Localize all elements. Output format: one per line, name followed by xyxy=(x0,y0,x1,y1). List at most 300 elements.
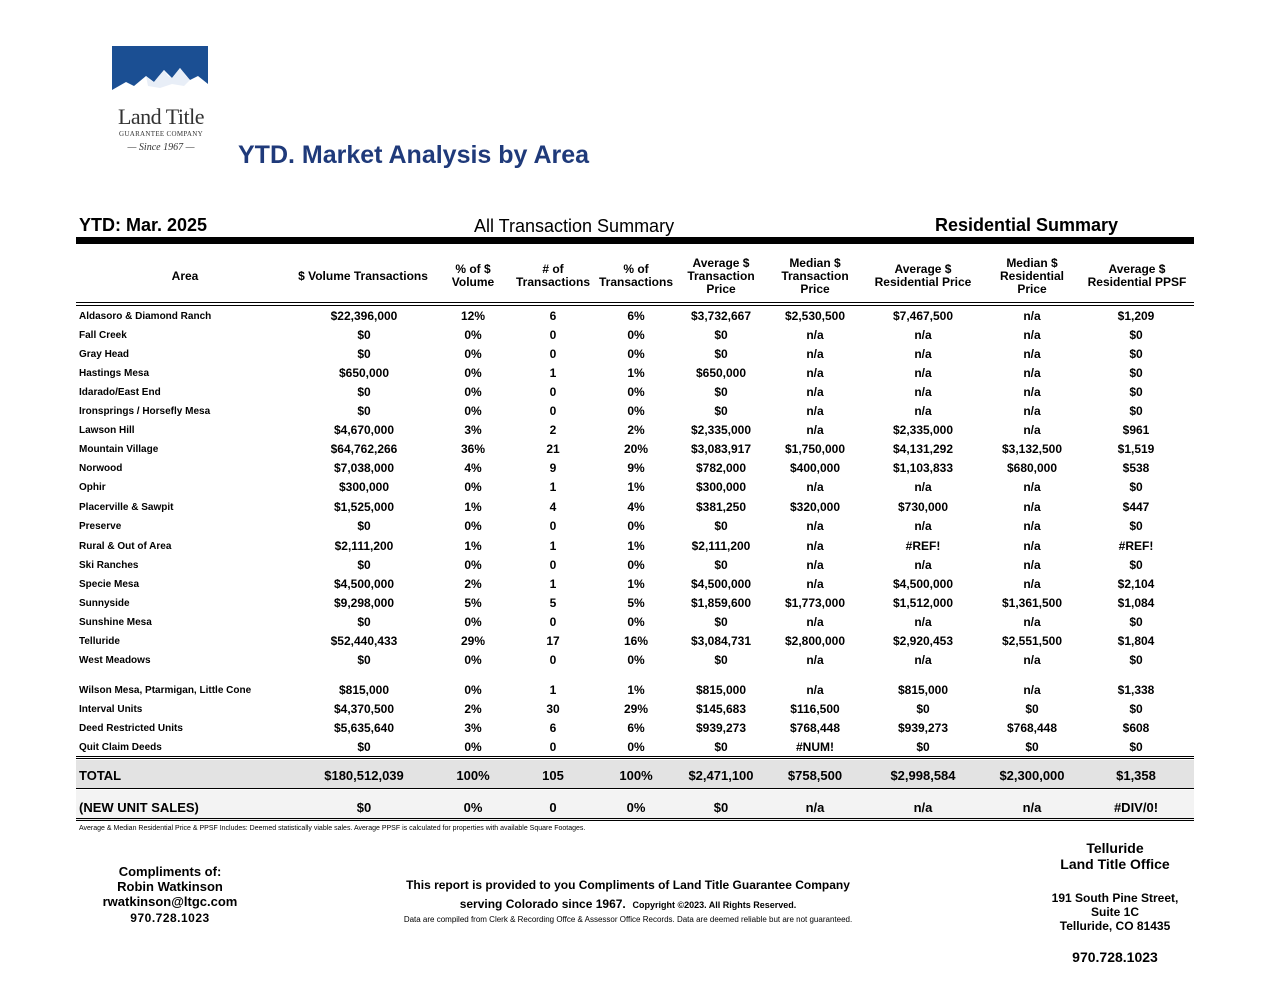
notice-line-1: This report is provided to you Compliments of Land Title Guarantee Company xyxy=(406,878,850,892)
new-unit-sales-row xyxy=(76,798,1194,818)
cell-median-tx-price: #NUM! xyxy=(796,740,834,754)
cell-median-res-price: $0 xyxy=(1025,702,1039,716)
cell-avg-res-price: $1,103,833 xyxy=(892,461,954,475)
table-row xyxy=(76,517,1194,536)
cell-median-tx-price: $1,750,000 xyxy=(784,442,846,456)
cell-volume: $1,525,000 xyxy=(333,500,395,514)
cell-volume: $9,298,000 xyxy=(333,596,395,610)
cell-area: Sunnyside xyxy=(79,598,130,609)
cell-pct-transactions: 1% xyxy=(627,683,645,697)
cell-pct-volume: 0% xyxy=(464,404,482,418)
cell-pct-volume: 1% xyxy=(464,500,482,514)
logo-sub-text: GUARANTEE COMPANY xyxy=(119,130,203,138)
table-row xyxy=(76,651,1194,670)
cell-median-tx-price: n/a xyxy=(806,366,824,380)
cell-pct-transactions: 29% xyxy=(623,702,649,716)
cell-pct-transactions: 20% xyxy=(623,442,649,456)
cell-pct-transactions: 0% xyxy=(626,800,646,815)
cell-median-res-price: n/a xyxy=(1023,615,1041,629)
cell-median-res-price: n/a xyxy=(1023,404,1041,418)
cell-volume: $64,762,266 xyxy=(330,442,398,456)
office-address-2: Suite 1C xyxy=(1090,905,1139,919)
cell-avg-ppsf: $0 xyxy=(1129,347,1143,361)
cell-avg-tx-price: $2,335,000 xyxy=(690,423,752,437)
cell-median-res-price: n/a xyxy=(1023,558,1041,572)
copyright: Copyright ©2023. All Rights Reserved. xyxy=(632,900,797,910)
cell-pct-transactions: 4% xyxy=(627,500,645,514)
cell-avg-tx-price: $650,000 xyxy=(695,366,747,380)
cell-median-res-price: n/a xyxy=(1023,519,1041,533)
cell-pct-volume: 5% xyxy=(464,596,482,610)
cell-median-res-price: n/a xyxy=(1023,500,1041,514)
table-row xyxy=(76,459,1194,478)
cell-volume: $650,000 xyxy=(338,366,390,380)
compliments-block xyxy=(82,864,258,926)
cell-median-res-price: n/a xyxy=(1023,683,1041,697)
table-row xyxy=(76,440,1194,459)
cell-avg-ppsf: $1,804 xyxy=(1117,634,1155,648)
cell-area: Specie Mesa xyxy=(79,579,140,590)
footnote: Average & Median Residential Price & PPSF Includes: Deemed statistically viable sales. Average PPSF is calculated for properties with available Square Footages. xyxy=(79,825,586,832)
cell-median-tx-price: n/a xyxy=(806,653,824,667)
header-rule xyxy=(76,305,1194,306)
cell-volume: $0 xyxy=(357,347,371,361)
cell-avg-ppsf: $2,104 xyxy=(1117,577,1155,591)
cell-pct-volume: 3% xyxy=(464,721,482,735)
cell-avg-tx-price: $815,000 xyxy=(695,683,747,697)
cell-avg-ppsf: $0 xyxy=(1129,385,1143,399)
office-city: Telluride xyxy=(1086,840,1144,856)
cell-avg-res-price: $0 xyxy=(916,702,930,716)
cell-avg-res-price: $2,998,584 xyxy=(890,768,956,783)
cell-area: Rural & Out of Area xyxy=(79,541,172,552)
cell-area: Ophir xyxy=(79,482,106,493)
cell-avg-ppsf: $608 xyxy=(1122,721,1150,735)
cell-pct-volume: 29% xyxy=(460,634,486,648)
cell-volume: $0 xyxy=(357,740,371,754)
cell-avg-res-price: n/a xyxy=(914,328,932,342)
cell-avg-res-price: n/a xyxy=(914,385,932,399)
cell-pct-transactions: 0% xyxy=(627,615,645,629)
total-rule xyxy=(76,788,1194,789)
cell-num-transactions: 21 xyxy=(546,442,560,456)
cell-pct-volume: 0% xyxy=(464,385,482,399)
cell-pct-transactions: 6% xyxy=(627,309,645,323)
cell-median-res-price: n/a xyxy=(1022,800,1042,815)
header-volume: $ Volume Transactions xyxy=(298,268,428,283)
total-row xyxy=(76,766,1194,786)
cell-median-res-price: $768,448 xyxy=(1006,721,1058,735)
cell-pct-volume: 0% xyxy=(464,653,482,667)
cell-median-tx-price: $2,530,500 xyxy=(784,309,846,323)
all-transaction-summary-label: All Transaction Summary xyxy=(474,216,675,236)
report-title: YTD. Market Analysis by Area xyxy=(238,141,590,169)
cell-volume: $0 xyxy=(357,404,371,418)
cell-median-tx-price: n/a xyxy=(806,519,824,533)
cell-median-res-price: n/a xyxy=(1023,480,1041,494)
cell-pct-transactions: 100% xyxy=(619,768,653,783)
cell-median-tx-price: n/a xyxy=(806,423,824,437)
cell-median-res-price: n/a xyxy=(1023,347,1041,361)
table-row xyxy=(76,556,1194,575)
cell-avg-ppsf: $0 xyxy=(1129,615,1143,629)
cell-area: Placerville & Sawpit xyxy=(79,502,174,513)
cell-avg-res-price: $939,273 xyxy=(897,721,949,735)
cell-avg-tx-price: $0 xyxy=(714,347,728,361)
cell-median-res-price: $2,551,500 xyxy=(1001,634,1063,648)
logo-brand-text: Land Title xyxy=(117,104,205,129)
cell-median-res-price: $3,132,500 xyxy=(1001,442,1063,456)
cell-pct-volume: 3% xyxy=(464,423,482,437)
header-rule xyxy=(76,302,1194,303)
cell-num-transactions: 0 xyxy=(549,404,557,418)
cell-pct-transactions: 16% xyxy=(623,634,649,648)
cell-median-res-price: $680,000 xyxy=(1006,461,1058,475)
header-avg-res-price: Average $ Residential Price xyxy=(874,262,972,289)
table-row xyxy=(76,575,1194,594)
cell-median-tx-price: n/a xyxy=(806,615,824,629)
cell-area: Quit Claim Deeds xyxy=(79,742,162,753)
office-phone: 970.728.1023 xyxy=(1072,949,1158,965)
notice-line-3: Data are compiled from Clerk & Recording Offce & Assessor Office Records. Data are deemed reliable but are not guaranteed. xyxy=(403,915,853,924)
cell-avg-ppsf: $1,209 xyxy=(1117,309,1155,323)
table-row xyxy=(76,537,1194,556)
cell-avg-ppsf: $0 xyxy=(1129,519,1143,533)
cell-median-res-price: $1,361,500 xyxy=(1001,596,1063,610)
cell-volume: $0 xyxy=(357,558,371,572)
cell-avg-ppsf: $1,519 xyxy=(1117,442,1155,456)
cell-avg-tx-price: $300,000 xyxy=(695,480,747,494)
cell-volume: $0 xyxy=(357,653,371,667)
cell-avg-ppsf: $0 xyxy=(1129,480,1143,494)
cell-pct-volume: 100% xyxy=(456,768,490,783)
cell-pct-volume: 0% xyxy=(464,519,482,533)
cell-avg-res-price: $4,131,292 xyxy=(892,442,954,456)
cell-avg-tx-price: $782,000 xyxy=(695,461,747,475)
cell-avg-res-price: #REF! xyxy=(905,539,941,553)
cell-pct-volume: 0% xyxy=(464,328,482,342)
cell-avg-ppsf: $1,338 xyxy=(1117,683,1155,697)
cell-pct-transactions: 2% xyxy=(627,423,645,437)
cell-avg-res-price: $4,500,000 xyxy=(892,577,954,591)
table-row xyxy=(76,498,1194,517)
cell-pct-volume: 0% xyxy=(464,683,482,697)
cell-pct-transactions: 0% xyxy=(627,558,645,572)
cell-pct-transactions: 0% xyxy=(627,328,645,342)
cell-avg-ppsf: $0 xyxy=(1129,653,1143,667)
office-address-1: 191 South Pine Street, xyxy=(1051,891,1179,905)
header-num-transactions: # of Transactions xyxy=(515,262,591,289)
cell-avg-tx-price: $3,083,917 xyxy=(690,442,752,456)
cell-num-transactions: 0 xyxy=(549,558,557,572)
cell-area: West Meadows xyxy=(79,655,151,666)
cell-area: Mountain Village xyxy=(79,444,159,455)
cell-median-tx-price: $116,500 xyxy=(790,702,840,716)
cell-avg-tx-price: $3,732,667 xyxy=(690,309,752,323)
cell-pct-volume: 0% xyxy=(464,366,482,380)
cell-pct-transactions: 0% xyxy=(627,740,645,754)
cell-pct-transactions: 1% xyxy=(627,480,645,494)
cell-avg-tx-price: $0 xyxy=(714,404,728,418)
cell-median-tx-price: n/a xyxy=(806,577,824,591)
period-label: YTD: Mar. 2025 xyxy=(79,215,208,235)
cell-area: (NEW UNIT SALES) xyxy=(79,800,199,815)
cell-num-transactions: 2 xyxy=(549,423,557,437)
cell-avg-tx-price: $0 xyxy=(714,519,728,533)
cell-avg-ppsf: $0 xyxy=(1129,366,1143,380)
cell-avg-ppsf: $1,358 xyxy=(1116,768,1156,783)
cell-volume: $2,111,200 xyxy=(334,539,394,553)
cell-avg-tx-price: $381,250 xyxy=(695,500,747,514)
cell-avg-tx-price: $1,859,600 xyxy=(690,596,752,610)
cell-area: Fall Creek xyxy=(79,330,127,341)
cell-avg-res-price: n/a xyxy=(914,615,932,629)
cell-pct-transactions: 0% xyxy=(627,404,645,418)
cell-pct-transactions: 5% xyxy=(627,596,645,610)
table-row xyxy=(76,478,1194,497)
cell-pct-transactions: 0% xyxy=(627,347,645,361)
cell-median-res-price: n/a xyxy=(1023,366,1041,380)
cell-area: Lawson Hill xyxy=(79,425,135,436)
cell-pct-transactions: 1% xyxy=(627,577,645,591)
cell-avg-tx-price: $3,084,731 xyxy=(690,634,752,648)
cell-avg-ppsf: #REF! xyxy=(1118,539,1154,553)
cell-num-transactions: 0 xyxy=(549,800,557,815)
cell-avg-res-price: n/a xyxy=(914,558,932,572)
cell-pct-transactions: 0% xyxy=(627,385,645,399)
cell-median-tx-price: n/a xyxy=(806,558,824,572)
cell-area: Gray Head xyxy=(79,349,130,360)
cell-pct-volume: 0% xyxy=(464,347,482,361)
cell-pct-volume: 36% xyxy=(460,442,486,456)
cell-pct-transactions: 6% xyxy=(627,721,645,735)
cell-median-res-price: n/a xyxy=(1023,577,1041,591)
cell-pct-transactions: 1% xyxy=(627,539,645,553)
cell-area: Preserve xyxy=(79,521,122,532)
cell-pct-volume: 0% xyxy=(464,480,482,494)
cell-pct-volume: 12% xyxy=(460,309,486,323)
cell-avg-res-price: $730,000 xyxy=(897,500,949,514)
cell-median-res-price: $2,300,000 xyxy=(999,768,1065,783)
cell-median-tx-price: $1,773,000 xyxy=(784,596,846,610)
cell-avg-res-price: n/a xyxy=(914,404,932,418)
cell-pct-volume: 4% xyxy=(464,461,482,475)
cell-pct-volume: 0% xyxy=(464,558,482,572)
cell-avg-res-price: $815,000 xyxy=(897,683,949,697)
cell-avg-tx-price: $0 xyxy=(714,740,728,754)
cell-median-tx-price: $320,000 xyxy=(789,500,841,514)
header-median-tx-price: Median $ Transaction Price xyxy=(781,255,849,296)
cell-avg-ppsf: $0 xyxy=(1129,328,1143,342)
cell-avg-ppsf: $961 xyxy=(1122,423,1150,437)
cell-avg-tx-price: $4,500,000 xyxy=(690,577,752,591)
table-row xyxy=(76,307,1194,326)
cell-median-tx-price: n/a xyxy=(806,480,824,494)
cell-pct-volume: 0% xyxy=(463,800,483,815)
cell-num-transactions: 6 xyxy=(549,309,557,323)
cell-num-transactions: 6 xyxy=(549,721,557,735)
cell-avg-ppsf: $1,084 xyxy=(1117,596,1155,610)
cell-num-transactions: 5 xyxy=(549,596,557,610)
cell-avg-tx-price: $0 xyxy=(713,800,729,815)
header-pct-transactions: % of Transactions xyxy=(598,262,674,289)
cell-median-res-price: n/a xyxy=(1023,653,1041,667)
cell-num-transactions: 0 xyxy=(549,653,557,667)
cell-area: Interval Units xyxy=(79,704,143,715)
header-pct-volume: % of $ Volume xyxy=(451,262,495,289)
cell-area: TOTAL xyxy=(79,768,122,783)
cell-num-transactions: 1 xyxy=(549,480,557,494)
office-address-3: Telluride, CO 81435 xyxy=(1059,919,1171,933)
cell-num-transactions: 0 xyxy=(549,615,557,629)
cell-num-transactions: 0 xyxy=(549,385,557,399)
cell-num-transactions: 0 xyxy=(549,347,557,361)
cell-median-tx-price: $400,000 xyxy=(789,461,841,475)
cell-avg-tx-price: $2,471,100 xyxy=(688,768,754,783)
table-row xyxy=(76,326,1194,345)
cell-pct-volume: 0% xyxy=(464,740,482,754)
cell-median-res-price: n/a xyxy=(1023,309,1041,323)
cell-avg-ppsf: $538 xyxy=(1122,461,1150,475)
report-notice xyxy=(300,878,956,924)
cell-num-transactions: 1 xyxy=(549,577,557,591)
cell-median-tx-price: $768,448 xyxy=(789,721,841,735)
cell-volume: $0 xyxy=(356,800,372,815)
table-row xyxy=(76,632,1194,651)
cell-volume: $0 xyxy=(357,519,371,533)
table-row xyxy=(76,681,1194,700)
cell-avg-res-price: n/a xyxy=(913,800,933,815)
cell-area: Ironsprings / Horsefly Mesa xyxy=(79,406,211,417)
cell-median-res-price: $0 xyxy=(1025,740,1039,754)
cell-avg-res-price: n/a xyxy=(914,519,932,533)
cell-avg-ppsf: $447 xyxy=(1122,500,1150,514)
cell-avg-ppsf: $0 xyxy=(1129,558,1143,572)
cell-avg-ppsf: $0 xyxy=(1129,702,1143,716)
cell-avg-res-price: $7,467,500 xyxy=(892,309,954,323)
land-title-logo xyxy=(110,46,212,158)
cell-num-transactions: 1 xyxy=(549,539,557,553)
office-block xyxy=(1030,840,1200,965)
logo-since-label: Since 1967 xyxy=(138,142,184,153)
agent-phone: 970.728.1023 xyxy=(130,911,210,925)
cell-num-transactions: 1 xyxy=(549,683,557,697)
cell-median-tx-price: $758,500 xyxy=(787,768,843,783)
cell-area: Telluride xyxy=(79,636,120,647)
cell-area: Idarado/East End xyxy=(79,387,161,398)
cell-area: Sunshine Mesa xyxy=(79,617,152,628)
cell-volume: $0 xyxy=(357,615,371,629)
cell-volume: $0 xyxy=(357,328,371,342)
cell-avg-res-price: n/a xyxy=(914,480,932,494)
cell-area: Wilson Mesa, Ptarmigan, Little Cone xyxy=(79,685,252,696)
cell-volume: $22,396,000 xyxy=(330,309,398,323)
table-row xyxy=(76,421,1194,440)
table-row xyxy=(76,383,1194,402)
cell-avg-tx-price: $2,111,200 xyxy=(691,539,751,553)
cell-avg-res-price: $2,920,453 xyxy=(892,634,954,648)
cell-avg-res-price: $2,335,000 xyxy=(892,423,954,437)
cell-volume: $5,635,640 xyxy=(333,721,395,735)
cell-num-transactions: 0 xyxy=(549,519,557,533)
cell-pct-volume: 2% xyxy=(464,702,482,716)
notice-serving: serving Colorado since 1967. xyxy=(459,897,626,911)
section-divider xyxy=(76,237,1194,244)
cell-volume: $4,500,000 xyxy=(333,577,395,591)
cell-volume: $180,512,039 xyxy=(324,768,404,783)
cell-area: Aldasoro & Diamond Ranch xyxy=(79,311,212,322)
cell-avg-tx-price: $0 xyxy=(714,385,728,399)
cell-median-res-price: n/a xyxy=(1023,539,1041,553)
cell-avg-tx-price: $0 xyxy=(714,328,728,342)
cell-pct-transactions: 0% xyxy=(627,653,645,667)
cell-avg-ppsf: $0 xyxy=(1129,404,1143,418)
cell-pct-volume: 2% xyxy=(464,577,482,591)
office-name: Land Title Office xyxy=(1060,856,1170,872)
table-row xyxy=(76,719,1194,738)
cell-median-tx-price: n/a xyxy=(805,800,825,815)
mountain-logo-icon xyxy=(112,46,208,104)
cell-num-transactions: 9 xyxy=(549,461,557,475)
cell-median-tx-price: n/a xyxy=(806,328,824,342)
agent-email[interactable]: rwatkinson@ltgc.com xyxy=(102,894,238,909)
cell-avg-tx-price: $939,273 xyxy=(695,721,747,735)
cell-num-transactions: 105 xyxy=(542,768,564,783)
table-row xyxy=(76,594,1194,613)
logo-since-text: — Since 1967 — xyxy=(127,142,195,153)
cell-volume: $52,440,433 xyxy=(330,634,398,648)
cell-avg-tx-price: $0 xyxy=(714,615,728,629)
cell-num-transactions: 0 xyxy=(549,740,557,754)
cell-volume: $7,038,000 xyxy=(333,461,395,475)
header-avg-ppsf: Average $ Residential PPSF xyxy=(1087,262,1187,289)
new-units-rule xyxy=(76,820,1194,821)
table-row xyxy=(76,700,1194,719)
cell-avg-ppsf: #DIV/0! xyxy=(1113,800,1159,815)
cell-median-tx-price: n/a xyxy=(806,404,824,418)
compliments-title: Compliments of: xyxy=(118,864,222,879)
residential-summary-label: Residential Summary xyxy=(935,215,1119,235)
cell-area: Norwood xyxy=(79,463,123,474)
cell-pct-volume: 0% xyxy=(464,615,482,629)
cell-num-transactions: 1 xyxy=(549,366,557,380)
cell-volume: $0 xyxy=(357,385,371,399)
cell-num-transactions: 0 xyxy=(549,328,557,342)
cell-median-res-price: n/a xyxy=(1023,328,1041,342)
table-row xyxy=(76,364,1194,383)
cell-num-transactions: 4 xyxy=(549,500,557,514)
cell-volume: $815,000 xyxy=(338,683,390,697)
cell-area: Hastings Mesa xyxy=(79,368,150,379)
cell-median-tx-price: n/a xyxy=(806,683,824,697)
cell-median-res-price: n/a xyxy=(1023,385,1041,399)
table-row xyxy=(76,613,1194,632)
total-rule xyxy=(76,758,1194,759)
cell-avg-ppsf: $0 xyxy=(1129,740,1143,754)
cell-median-tx-price: n/a xyxy=(806,385,824,399)
cell-pct-transactions: 1% xyxy=(627,366,645,380)
cell-median-tx-price: $2,800,000 xyxy=(784,634,846,648)
header-median-res-price: Median $ Residential Price xyxy=(999,255,1065,296)
cell-pct-transactions: 0% xyxy=(627,519,645,533)
table-row xyxy=(76,738,1194,757)
cell-volume: $4,670,000 xyxy=(333,423,395,437)
cell-area: Deed Restricted Units xyxy=(79,723,183,734)
cell-avg-res-price: $1,512,000 xyxy=(892,596,954,610)
cell-pct-volume: 1% xyxy=(464,539,482,553)
cell-avg-res-price: n/a xyxy=(914,347,932,361)
header-area: Area xyxy=(171,268,199,283)
